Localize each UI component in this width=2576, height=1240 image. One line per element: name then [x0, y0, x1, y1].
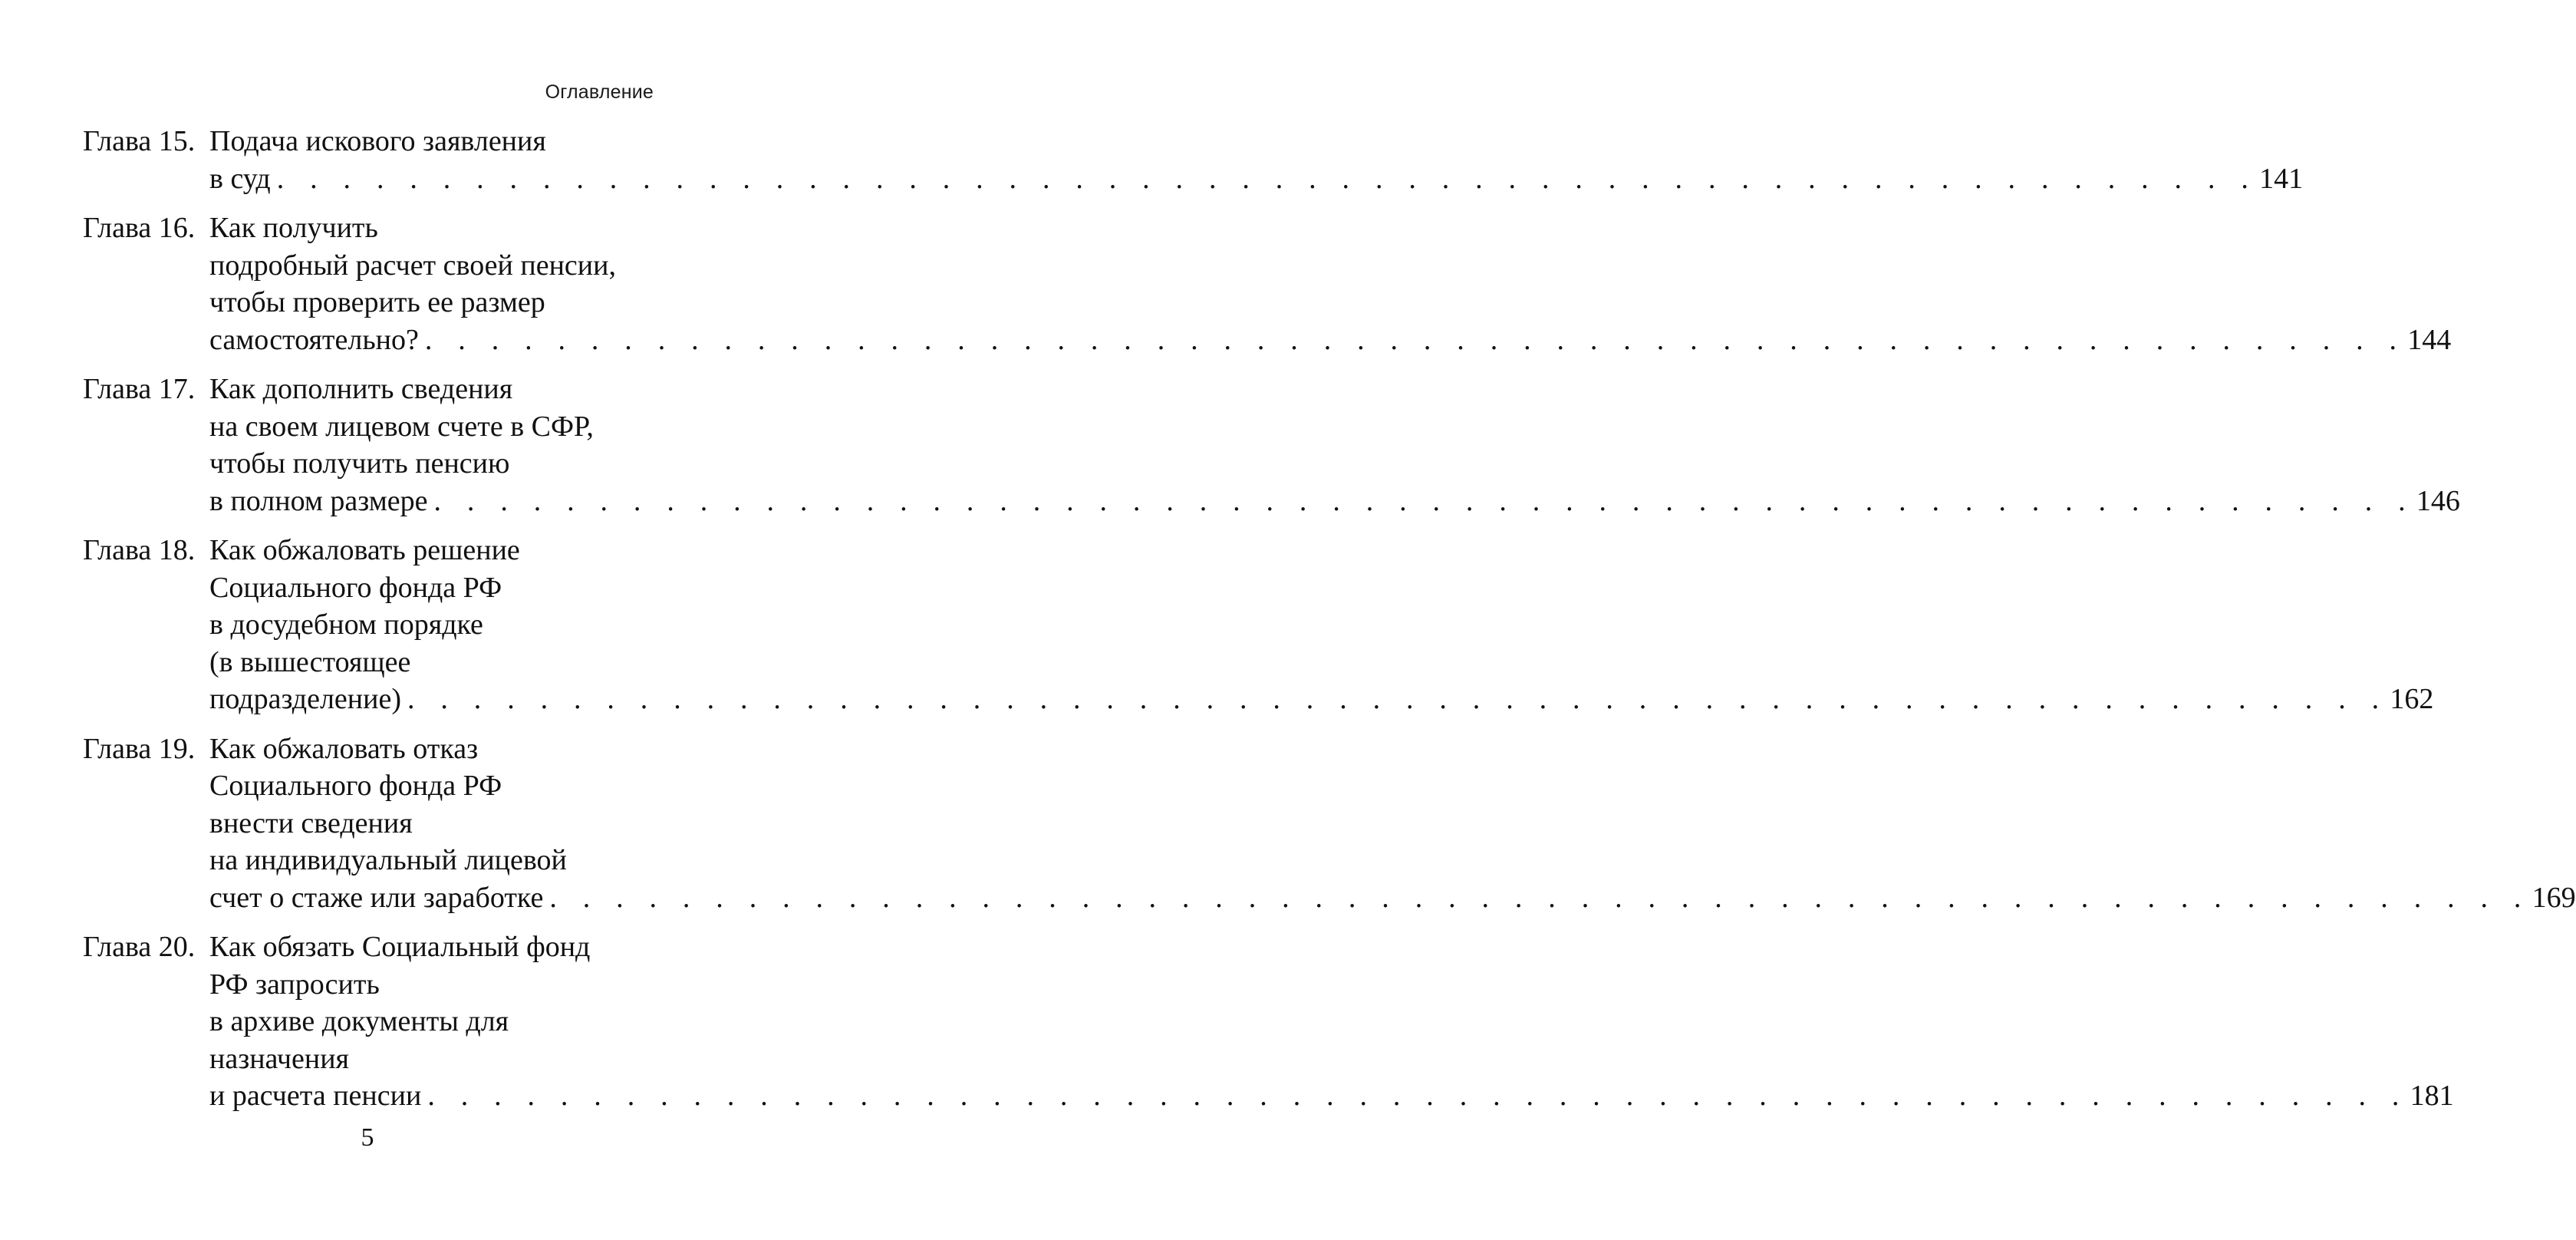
toc-page-number: 181 — [2410, 1080, 2454, 1112]
chapter-title-line: в архиве документы для — [209, 1005, 509, 1037]
toc-entry — [83, 123, 2304, 197]
chapter-title-line: Как обжаловать отказ — [209, 732, 479, 765]
chapter-title-line: в полном размере — [209, 484, 428, 517]
chapter-title-last-line — [209, 483, 2460, 520]
chapter-title-line: подробный расчет своей пенсии, — [209, 249, 616, 282]
dot-leader: . . . . . . . . . . . . . . . . . . . . . . . . . . . . . . . . . . . . . . . . . . . . . . . . . . . . . . . . . . . . — [407, 683, 2389, 715]
chapter-title-line: внести сведения — [209, 806, 413, 839]
chapter-title — [209, 928, 2454, 1115]
chapter-title-last-line — [209, 322, 2452, 359]
chapter-title-line: РФ запросить — [209, 968, 380, 1001]
toc-entry — [83, 928, 2454, 1115]
chapter-title-line: Подача искового заявления — [209, 125, 546, 157]
running-head: Оглавление — [545, 81, 654, 103]
toc-entry — [83, 730, 2576, 917]
toc-page-number: 162 — [2390, 683, 2434, 715]
dot-leader: . . . . . . . . . . . . . . . . . . . . . . . . . . . . . . . . . . . . . . . . . . . . . . . . . . . . . . . . . . . . — [427, 1080, 2409, 1112]
chapter-title-line: счет о стаже или заработке — [209, 881, 544, 914]
chapter-title — [209, 532, 2434, 718]
toc-entry — [83, 209, 2452, 358]
chapter-label: Глава 15. — [83, 125, 196, 157]
toc-page-number: 169 — [2532, 881, 2576, 914]
chapter-label: Глава 16. — [83, 212, 196, 244]
toc-entry — [83, 532, 2434, 718]
chapter-title-line: в досудебном порядке — [209, 608, 483, 641]
chapter-title-line: чтобы проверить ее размер — [209, 286, 545, 318]
dot-leader: . . . . . . . . . . . . . . . . . . . . . . . . . . . . . . . . . . . . . . . . . . . . . . . . . . . . . . . . . . . . — [433, 484, 2415, 517]
toc-page-number: 144 — [2407, 323, 2452, 356]
chapter-title-line: Как обязать Социальный фонд — [209, 931, 591, 963]
chapter-title-line: Как дополнить сведения — [209, 373, 513, 405]
chapter-title-line: в суд — [209, 162, 271, 195]
chapter-label: Глава 17. — [83, 373, 196, 405]
chapter-title — [209, 371, 2460, 519]
page-number: 5 — [361, 1123, 374, 1152]
chapter-label: Глава 19. — [83, 732, 196, 765]
chapter-title-line: Социального фонда РФ — [209, 571, 502, 604]
toc-page-number: 146 — [2416, 484, 2460, 517]
chapter-title-last-line — [209, 879, 2576, 917]
chapter-title-line: Как получить — [209, 212, 378, 244]
chapter-title-line: Социального фонда РФ — [209, 770, 502, 802]
chapter-title-last-line — [209, 681, 2434, 718]
toc-entry — [83, 371, 2460, 519]
chapter-title — [209, 209, 2452, 358]
chapter-label: Глава 20. — [83, 931, 196, 963]
chapter-title-line: подразделение) — [209, 683, 401, 715]
chapter-title-line: назначения — [209, 1042, 350, 1075]
chapter-title-last-line — [209, 1077, 2454, 1115]
chapter-title-line: (в вышестоящее — [209, 645, 411, 678]
chapter-title-line: на своем лицевом счете в СФР, — [209, 410, 594, 443]
chapter-title-line: самостоятельно? — [209, 323, 419, 356]
chapter-title-line: на индивидуальный лицевой — [209, 844, 567, 876]
chapter-title-line: и расчета пенсии — [209, 1080, 422, 1112]
chapter-title-last-line — [209, 160, 2304, 198]
chapter-title — [209, 123, 2304, 197]
chapter-title — [209, 730, 2576, 917]
chapter-title-line: чтобы получить пенсию — [209, 447, 510, 480]
dot-leader: . . . . . . . . . . . . . . . . . . . . . . . . . . . . . . . . . . . . . . . . . . . . . . . . . . . . . . . . . . . . — [276, 162, 2258, 195]
toc-page-number: 141 — [2259, 162, 2304, 195]
chapter-title-line: Как обжаловать решение — [209, 534, 520, 566]
chapter-label: Глава 18. — [83, 534, 196, 566]
dot-leader: . . . . . . . . . . . . . . . . . . . . . . . . . . . . . . . . . . . . . . . . . . . . . . . . . . . . . . . . . . . . — [549, 881, 2531, 914]
table-of-contents — [83, 123, 2576, 1127]
dot-leader: . . . . . . . . . . . . . . . . . . . . . . . . . . . . . . . . . . . . . . . . . . . . . . . . . . . . . . . . . . . . — [424, 323, 2406, 356]
